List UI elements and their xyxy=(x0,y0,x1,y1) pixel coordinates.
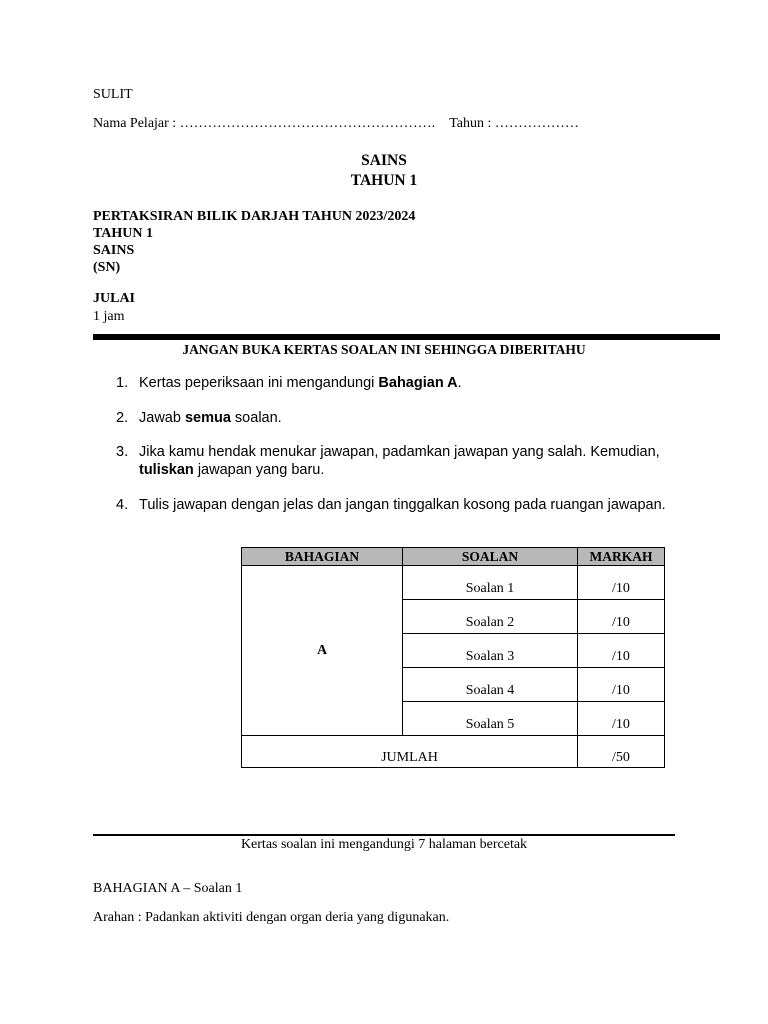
instruction-item xyxy=(116,496,676,514)
assessment-info xyxy=(93,208,415,276)
marks-table xyxy=(241,547,665,768)
question-cell: Soalan 4 xyxy=(403,668,578,702)
assessment-code: (SN) xyxy=(93,260,121,275)
assessment-name: PERTAKSIRAN BILIK DARJAH TAHUN 2023/2024 xyxy=(93,209,416,224)
year-label: Tahun : ……………… xyxy=(449,116,579,131)
section-cell: A xyxy=(242,566,403,736)
question-cell: Soalan 2 xyxy=(403,600,578,634)
total-mark-cell: /50 xyxy=(578,736,665,768)
question-cell: Soalan 1 xyxy=(403,566,578,600)
header-bahagian: BAHAGIAN xyxy=(242,548,403,566)
question-directive: Arahan : Padankan aktiviti dengan organ deria yang digunakan. xyxy=(93,910,450,925)
instruction-text-end: soalan. xyxy=(230,410,282,426)
mark-cell: /10 xyxy=(578,566,665,600)
instruction-emphasis: tuliskan xyxy=(139,462,194,478)
instruction-emphasis: semua xyxy=(184,410,231,426)
mark-cell: /10 xyxy=(578,668,665,702)
question-cell: Soalan 5 xyxy=(403,702,578,736)
instruction-number: 2. xyxy=(116,410,129,426)
table-header-row xyxy=(242,548,665,566)
instruction-number: 1. xyxy=(116,375,129,391)
section-title: BAHAGIAN A – Soalan 1 xyxy=(93,881,243,896)
mark-cell: /10 xyxy=(578,634,665,668)
classification-label: SULIT xyxy=(93,87,133,102)
footer-divider xyxy=(93,834,675,836)
header-markah: MARKAH xyxy=(578,548,665,566)
instruction-text-end: . xyxy=(457,375,462,391)
assessment-level: TAHUN 1 xyxy=(93,226,154,241)
instruction-emphasis: Bahagian A xyxy=(378,375,458,391)
student-name-label: Nama Pelajar : ………………………………………………. xyxy=(93,116,436,131)
page-title-year: TAHUN 1 xyxy=(350,172,418,189)
thick-divider xyxy=(93,334,720,340)
instruction-number: 4. xyxy=(116,497,129,513)
instruction-item xyxy=(116,374,676,392)
assessment-subject: SAINS xyxy=(93,243,135,258)
exam-month: JULAI xyxy=(93,291,136,306)
mark-cell: /10 xyxy=(578,702,665,736)
instruction-number: 3. xyxy=(116,444,129,460)
instruction-item xyxy=(116,443,676,479)
header-soalan: SOALAN xyxy=(403,548,578,566)
question-cell: Soalan 3 xyxy=(403,634,578,668)
exam-duration: 1 jam xyxy=(93,309,125,324)
mark-cell: /10 xyxy=(578,600,665,634)
instruction-text-end: jawapan yang baru. xyxy=(193,462,325,478)
student-info-line xyxy=(93,116,579,132)
instruction-text: Jika kamu hendak menukar jawapan, padamkan jawapan yang salah. Kemudian, xyxy=(139,444,660,460)
instruction-text: Kertas peperiksaan ini mengandungi xyxy=(139,375,379,391)
table-total-row xyxy=(242,736,665,768)
warning-notice: JANGAN BUKA KERTAS SOALAN INI SEHINGGA DIBERITAHU xyxy=(182,342,586,357)
instruction-text: Jawab xyxy=(139,410,185,426)
table-row xyxy=(242,566,665,600)
instruction-item xyxy=(116,409,676,427)
page-title-subject: SAINS xyxy=(361,152,407,169)
page-count-note: Kertas soalan ini mengandungi 7 halaman bercetak xyxy=(240,837,528,852)
instruction-text: Tulis jawapan dengan jelas dan jangan tinggalkan kosong pada ruangan jawapan. xyxy=(139,497,666,513)
total-label-cell: JUMLAH xyxy=(242,736,578,768)
